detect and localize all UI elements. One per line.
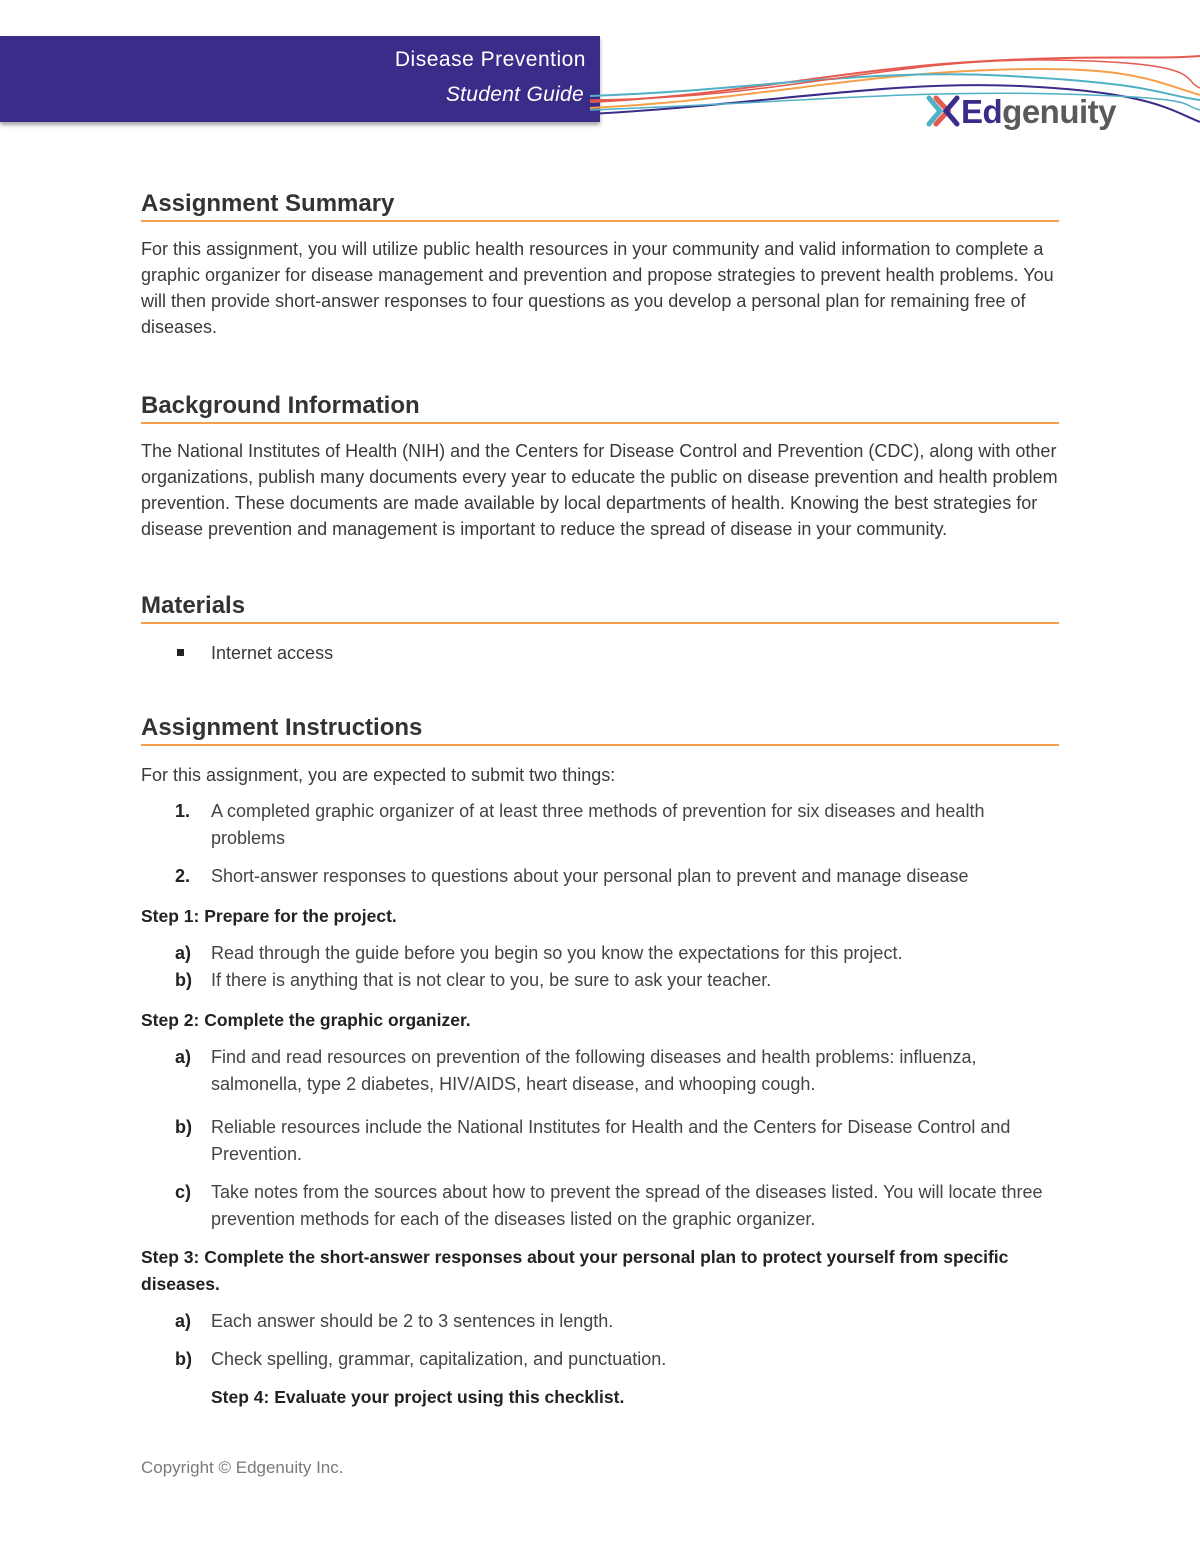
background-section [141, 392, 1059, 542]
background-heading: Background Information [141, 392, 1059, 424]
edgenuity-x-icon [926, 94, 960, 128]
list-item: a) Each answer should be 2 to 3 sentences in length. [175, 1311, 614, 1331]
materials-list [141, 640, 1059, 666]
list-item: c) Take notes from the sources about how to prevent the spread of the diseases listed. You will locate three prevention methods for each of the diseases listed on the graphic organizer. [175, 1182, 1043, 1229]
document-title: Disease Prevention [394, 48, 586, 71]
step-3-title: Step 3: Complete the short-answer responses about your personal plan to protect yourself from specific diseases. [141, 1247, 1009, 1294]
edgenuity-logo [926, 90, 1116, 132]
list-item: 1. A completed graphic organizer of at least three methods of prevention for six diseases and health problems [175, 801, 985, 848]
document-body [141, 190, 1059, 1411]
assignment-summary-heading: Assignment Summary [141, 190, 1059, 222]
instructions-section [141, 714, 1059, 1411]
document-subtitle: Student Guide [445, 83, 584, 106]
instructions-heading: Assignment Instructions [141, 714, 1059, 746]
assignment-summary-section [141, 190, 1059, 340]
step-4-title: Step 4: Evaluate your project using this checklist. [211, 1387, 625, 1407]
assignment-summary-text: For this assignment, you will utilize public health resources in your community and valid information to complete a graphic organizer for disease management and prevention and propose strategies to prevent health problems. You will then provide short-answer responses to four questions as you develop a personal plan for remaining free of diseases. [141, 239, 1054, 337]
instructions-intro: For this assignment, you are expected to submit two things: [141, 765, 616, 785]
deliverables-list [141, 798, 1059, 890]
step-1-list [141, 940, 1059, 994]
list-item: a) Find and read resources on prevention of the following diseases and health problems: influenza, salmonella, type 2 diabetes, HIV/AIDS, heart disease, and whooping cough. [175, 1047, 977, 1094]
step-3-list [141, 1308, 1059, 1373]
list-item: a) Read through the guide before you begin so you know the expectations for this project. [175, 943, 903, 963]
list-item: Internet access [141, 640, 1059, 666]
materials-section [141, 592, 1059, 666]
list-item: b) Check spelling, grammar, capitalization, and punctuation. [175, 1349, 667, 1369]
list-item: b) If there is anything that is not clear to you, be sure to ask your teacher. [175, 970, 772, 990]
background-text: The National Institutes of Health (NIH) and the Centers for Disease Control and Prevention (CDC), along with other organizations, publish many documents every year to educate the public on disease prevention and health problem prevention. These documents are made available by local departments of health. Knowing the best strategies for disease prevention and management is important to reduce the spread of disease in your community. [141, 441, 1058, 539]
step-2-title: Step 2: Complete the graphic organizer. [141, 1010, 471, 1030]
logo-wordmark: Edgenuity [961, 92, 1117, 130]
list-item: b) Reliable resources include the National Institutes for Health and the Centers for Disease Control and Prevention. [175, 1117, 1011, 1164]
copyright-footer: Copyright © Edgenuity Inc. [141, 1458, 344, 1477]
step-2-list [141, 1044, 1059, 1233]
step-1-title: Step 1: Prepare for the project. [141, 906, 397, 926]
bullet-icon [177, 649, 184, 656]
materials-heading: Materials [141, 592, 1059, 624]
list-item: 2. Short-answer responses to questions about your personal plan to prevent and manage disease [175, 866, 969, 886]
header-banner [0, 36, 600, 122]
